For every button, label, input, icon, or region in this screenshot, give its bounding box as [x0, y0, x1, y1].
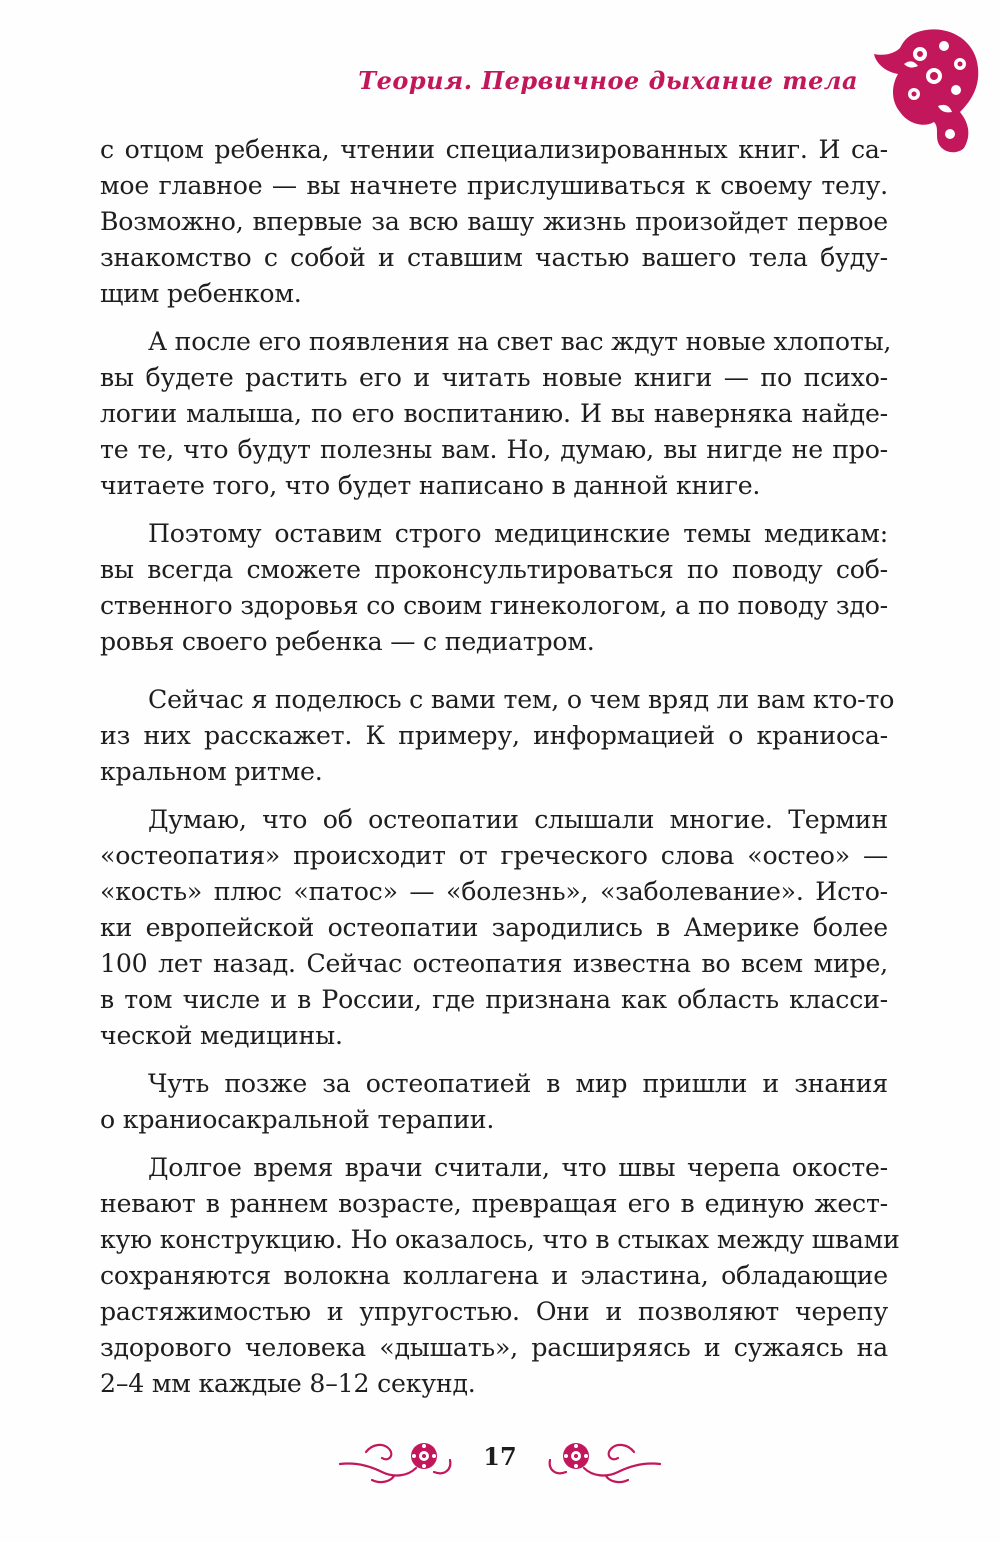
page-footer — [0, 1432, 1000, 1502]
text-line: невают в раннем возрасте, превращая его в единую жест- — [100, 1189, 888, 1218]
text-line: читаете того, что будет написано в данной книге. — [100, 471, 761, 500]
text-line: ческой медицины. — [100, 1021, 343, 1050]
text-line: А после его появления на свет вас ждут новые хлопоты, — [148, 327, 892, 356]
text-line: Долгое время врачи считали, что швы черепа окосте- — [148, 1153, 888, 1182]
text-line: с отцом ребенка, чтении специализированных книг. И са- — [100, 135, 888, 164]
text-line: логии малыша, по его воспитанию. И вы наверняка найде- — [100, 399, 888, 428]
text-line: кральном ритме. — [100, 757, 323, 786]
text-line: Чуть позже за остеопатией в мир пришли и знания — [148, 1069, 888, 1098]
text-line: те те, что будут полезны вам. Но, думаю, вы нигде не про- — [100, 435, 888, 464]
paragraph-1 — [100, 132, 888, 312]
text-line: «кость» плюс «патос» — «болезнь», «заболевание». Исто- — [100, 877, 888, 906]
text-line: вы будете растить его и читать новые книги — по психо- — [100, 363, 888, 392]
paragraph-4 — [100, 682, 895, 790]
text-line: вы всегда сможете проконсультироваться по поводу соб- — [100, 555, 888, 584]
paragraph-5 — [100, 802, 888, 1054]
text-line: о краниосакральной терапии. — [100, 1105, 495, 1134]
text-line: ровья своего ребенка — с педиатром. — [100, 627, 595, 656]
text-line: щим ребенком. — [100, 279, 302, 308]
text-line: растяжимостью и упругостью. Они и позволяют черепу — [100, 1297, 888, 1326]
text-line: Возможно, впервые за всю вашу жизнь произойдет первое — [100, 207, 888, 236]
text-line: ственного здоровья со своим гинекологом, а по поводу здо- — [100, 591, 888, 620]
paragraph-7 — [100, 1150, 900, 1402]
text-line: Поэтому оставим строго медицинские темы медикам: — [148, 519, 888, 548]
paragraph-3 — [100, 516, 888, 660]
text-line: Сейчас я поделюсь с вами тем, о чем вряд ли вам кто-то — [148, 685, 895, 714]
text-line: 100 лет назад. Сейчас остеопатия известна во всем мире, — [100, 949, 888, 978]
text-line: сохраняются волокна коллагена и эластина, обладающие — [100, 1261, 888, 1290]
text-line: в том числе и в России, где признана как область класси- — [100, 985, 888, 1014]
page-number: 17 — [483, 1442, 517, 1471]
text-line: здорового человека «дышать», расширяясь и сужаясь на — [100, 1333, 888, 1362]
text-line: знакомство с собой и ставшим частью вашего тела буду- — [100, 243, 888, 272]
text-line: ки европейской остеопатии зародились в Америке более — [100, 913, 888, 942]
left-flourish-ornament-icon — [336, 1432, 456, 1488]
text-line: мое главное — вы начнете прислушиваться к своему телу. — [100, 171, 888, 200]
text-line: «остеопатия» происходит от греческого слова «остео» — — [100, 841, 888, 870]
body-text — [100, 132, 900, 1414]
paragraph-6 — [100, 1066, 888, 1138]
text-line: 2–4 мм каждые 8–12 секунд. — [100, 1369, 476, 1398]
text-line: из них расскажет. К примеру, информацией о краниоса- — [100, 721, 888, 750]
text-line: Думаю, что об остеопатии слышали многие. Термин — [148, 805, 888, 834]
right-flourish-ornament-icon — [544, 1432, 664, 1488]
text-line: кую конструкцию. Но оказалось, что в стыках между швами — [100, 1225, 900, 1254]
running-header: Теория. Первичное дыхание тела — [358, 66, 858, 95]
paragraph-2 — [100, 324, 892, 504]
